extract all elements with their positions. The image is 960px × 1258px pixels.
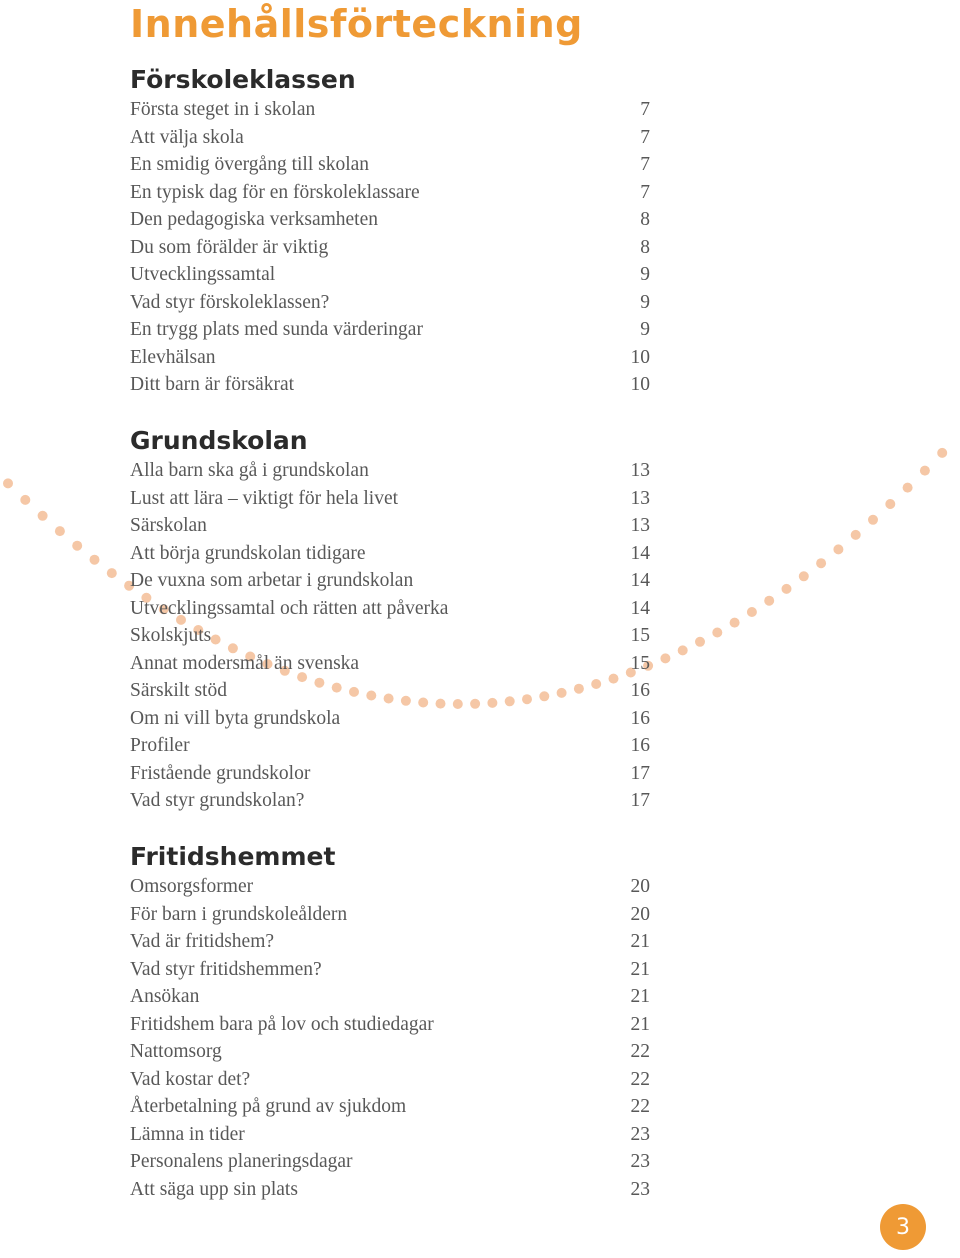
toc-entry-label: Vad är fritidshem? xyxy=(130,931,275,952)
toc-entry-page: 7 xyxy=(640,154,650,175)
toc-entry-label: Skolskjuts xyxy=(130,625,212,646)
toc-entry-page: 7 xyxy=(640,181,650,203)
toc-entry-page: 7 xyxy=(640,126,650,148)
toc-entry-page: 8 xyxy=(640,236,650,258)
toc-entry-page: 21 xyxy=(630,958,650,980)
toc-entry xyxy=(130,928,650,956)
toc-entry xyxy=(130,485,650,513)
toc-entry xyxy=(130,234,650,262)
page-title: Innehållsförteckning xyxy=(130,2,583,46)
toc-entry xyxy=(130,151,650,179)
toc-entry-page: 20 xyxy=(630,876,650,897)
toc-entry-page: 20 xyxy=(630,903,650,925)
toc-entry-label: Vad styr fritidshemmen? xyxy=(130,958,322,980)
toc-entry-label: Att börja grundskolan tidigare xyxy=(130,542,366,564)
toc-entry-page: 17 xyxy=(630,790,650,811)
toc-entry-label: Utvecklingssamtal och rätten att påverka xyxy=(130,597,449,619)
toc-entry xyxy=(130,96,650,124)
toc-entry-label: Första steget in i skolan xyxy=(130,99,316,120)
toc-entry-page: 15 xyxy=(630,625,650,646)
toc-entry xyxy=(130,540,650,568)
toc-entry-page: 21 xyxy=(630,986,650,1007)
toc-entry xyxy=(130,457,650,485)
toc-entry-label: Alla barn ska gå i grundskolan xyxy=(130,460,369,481)
toc-entry xyxy=(130,787,650,815)
toc-entry-label: Lust att lära – viktigt för hela livet xyxy=(130,487,399,509)
toc-entry xyxy=(130,873,650,901)
toc-entry xyxy=(130,1066,650,1094)
toc-entry-page: 9 xyxy=(640,319,650,340)
toc-entry-label: Ansökan xyxy=(130,986,200,1007)
toc-entry-page: 21 xyxy=(630,931,650,952)
toc-entry xyxy=(130,206,650,234)
toc-entry xyxy=(130,732,650,760)
toc-entry-page: 23 xyxy=(630,1151,650,1172)
toc-entry-page: 21 xyxy=(630,1013,650,1035)
toc-entry-label: En trygg plats med sunda värderingar xyxy=(130,319,423,340)
toc-entry-page: 8 xyxy=(640,209,650,230)
toc-entry-page: 15 xyxy=(630,652,650,674)
toc-entry-label: Återbetalning på grund av sjukdom xyxy=(130,1096,407,1117)
toc-entry-page: 14 xyxy=(630,570,650,591)
toc-entry xyxy=(130,124,650,152)
toc-entry-page: 22 xyxy=(630,1096,650,1117)
toc-entry-label: Fritidshem bara på lov och studiedagar xyxy=(130,1013,434,1035)
toc-entry-label: Att säga upp sin plats xyxy=(130,1178,298,1200)
toc-entry-label: Vad kostar det? xyxy=(130,1068,251,1090)
toc-entry-label: Annat modersmål än svenska xyxy=(130,652,360,674)
section-heading: Fritidshemmet xyxy=(130,842,336,871)
toc-entry-page: 13 xyxy=(630,515,650,536)
toc-entry xyxy=(130,1148,650,1176)
toc-entry xyxy=(130,956,650,984)
toc-entry xyxy=(130,705,650,733)
toc-entry xyxy=(130,289,650,317)
toc-entry-label: Ditt barn är försäkrat xyxy=(130,374,295,395)
toc-entry-label: Du som förälder är viktig xyxy=(130,236,329,258)
toc-entry-label: Omsorgsformer xyxy=(130,876,254,897)
toc-entry-label: Särskilt stöd xyxy=(130,680,227,701)
toc-entry-label: Vad styr förskoleklassen? xyxy=(130,291,330,313)
toc-entry-label: En smidig övergång till skolan xyxy=(130,154,370,175)
toc-entry-label: Om ni vill byta grundskola xyxy=(130,707,341,729)
toc-entry xyxy=(130,1176,650,1204)
toc-entry xyxy=(130,261,650,289)
toc-entry xyxy=(130,1038,650,1066)
toc-entry-page: 13 xyxy=(630,487,650,509)
toc-entry-label: Lämna in tider xyxy=(130,1123,245,1145)
toc-entry-page: 17 xyxy=(630,762,650,784)
toc-entry-page: 16 xyxy=(630,680,650,701)
toc-entry xyxy=(130,901,650,929)
toc-section-fritidshemmet xyxy=(130,841,650,1203)
toc-entry-page: 9 xyxy=(640,264,650,285)
toc-entry xyxy=(130,677,650,705)
toc-section-grundskolan xyxy=(130,425,650,815)
toc-entry xyxy=(130,983,650,1011)
toc-entry xyxy=(130,1011,650,1039)
toc-entry xyxy=(130,622,650,650)
toc-entry-label: Nattomsorg xyxy=(130,1041,222,1062)
toc-entry-page: 22 xyxy=(630,1068,650,1090)
section-heading: Förskoleklassen xyxy=(130,65,356,94)
toc-entry xyxy=(130,1121,650,1149)
toc-entry-label: Utvecklingssamtal xyxy=(130,264,276,285)
toc-entry-page: 23 xyxy=(630,1123,650,1145)
toc-entry xyxy=(130,1093,650,1121)
toc-entry-label: Vad styr grundskolan? xyxy=(130,790,305,811)
toc-entry-label: Särskolan xyxy=(130,515,207,536)
toc-entry xyxy=(130,179,650,207)
toc-entry-label: Personalens planeringsdagar xyxy=(130,1151,353,1172)
toc-entry-label: För barn i grundskoleåldern xyxy=(130,903,348,925)
toc-entry-label: De vuxna som arbetar i grundskolan xyxy=(130,570,414,591)
section-heading: Grundskolan xyxy=(130,426,308,455)
toc-entry xyxy=(130,595,650,623)
toc-section-forskoleklassen xyxy=(130,64,650,399)
toc-entry xyxy=(130,371,650,399)
toc-entry xyxy=(130,512,650,540)
toc-entry-page: 16 xyxy=(630,735,650,756)
page-number-badge: 3 xyxy=(880,1204,926,1250)
toc-entry-page: 14 xyxy=(630,597,650,619)
toc-entry-page: 16 xyxy=(630,707,650,729)
toc-entry-label: Profiler xyxy=(130,735,190,756)
toc-entry-page: 7 xyxy=(640,99,650,120)
toc-entry-page: 14 xyxy=(630,542,650,564)
toc-entry-label: Fristående grundskolor xyxy=(130,762,311,784)
toc-entry-page: 13 xyxy=(630,460,650,481)
toc-entry xyxy=(130,316,650,344)
toc-entry xyxy=(130,344,650,372)
toc-entry-label: Elevhälsan xyxy=(130,346,216,368)
toc-entry-page: 10 xyxy=(630,374,650,395)
toc-entry xyxy=(130,760,650,788)
toc-entry-page: 22 xyxy=(630,1041,650,1062)
toc-entry-page: 23 xyxy=(630,1178,650,1200)
toc-entry-label: En typisk dag för en förskoleklassare xyxy=(130,181,420,203)
toc-entry xyxy=(130,650,650,678)
toc-entry xyxy=(130,567,650,595)
toc-entry-label: Att välja skola xyxy=(130,126,244,148)
toc-entry-page: 9 xyxy=(640,291,650,313)
toc-entry-page: 10 xyxy=(630,346,650,368)
toc-entry-label: Den pedagogiska verksamheten xyxy=(130,209,378,230)
